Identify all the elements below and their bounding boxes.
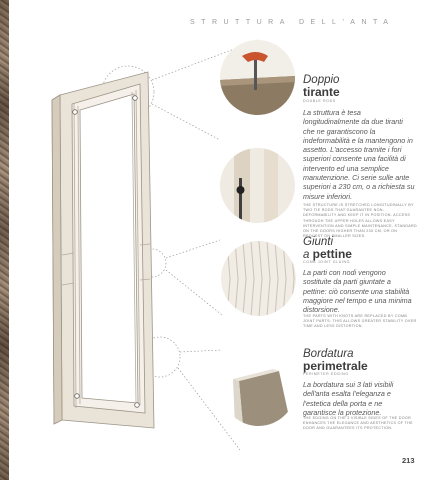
section-body: La struttura è tesa longitudinalmente da due tiranti che ne garantiscono la indeformabilità e la mantengono in assetto. L'accesso tramite i fori superiori consente una facilità di intervento ed una semplice manutenzione. Ci serie sulle ante superiori a 230 cm, o a richiesta su misure inferiori. xyxy=(303,108,415,201)
section-title-prefix: a xyxy=(303,249,310,261)
section-title-italic: Bordatura xyxy=(303,348,354,360)
section-title-comb-joint xyxy=(303,236,352,261)
section-title-double-rods xyxy=(303,74,340,98)
perimeter-edging-photo xyxy=(221,351,296,426)
section-title-bold: perimetrale xyxy=(303,359,368,373)
page-header: STRUTTURA DELL'ANTA xyxy=(190,19,395,26)
section-title-bold: tirante xyxy=(303,85,340,99)
section-title-italic: Giunti xyxy=(303,236,334,248)
section-subtitle: COMB JOINT GLUING xyxy=(303,260,351,264)
section-body: La bordatura sui 3 lati visibili dell'anta esalta l'eleganza e l'estetica della porta e ne garantisce la protezione. xyxy=(303,380,394,417)
section-body-english: THE PARTS WITH KNOTS ARE REPLACED BY COMB JOINT PARTS: THIS ALLOWS GREATER STABILITY OVER TIME AND LESS DISTORTION. xyxy=(303,314,417,329)
section-body: La parti con nodi vengono sostituite da parti giuntate a pettine: ciò consente una stabilità maggiore nel tempo e una minima distorsione. xyxy=(303,268,412,315)
comb-joint-photo xyxy=(221,241,296,316)
tie-rod-wrench-photo xyxy=(220,40,295,115)
section-subtitle: DOUBLE RODS xyxy=(303,99,336,103)
section-subtitle: PERIMETER EDGING xyxy=(303,372,349,376)
section-title-perimeter-edging xyxy=(303,348,368,372)
section-body-english: THE STRUCTURE IS STRETCHED LONGITUDINALLY BY TWO TIE RODS THAT GUARANTEE NON-DEFORMABILITY AND KEEP IT IN POSITION. ACCESS THROUGH THE UPPER HOLES ALLOWS EASY INTERVENTION AND SIMPLE MAINTENANCE. STANDARD ON THE DOORS HIGHER THAN 230 CM, OR ON REQUEST ON SMALLER SIZES. xyxy=(303,203,417,239)
section-title-bold: pettine xyxy=(312,247,352,261)
tie-rod-detail-photo xyxy=(220,148,295,223)
page-number: 213 xyxy=(402,456,415,465)
section-title-italic: Doppio xyxy=(303,74,340,86)
section-body-english: THE EDGING ON THE 3 VISIBLE SIDES OF THE DOOR ENHANCES THE ELEGANCE AND AESTHETICS OF THE DOOR AND GUARANTEES ITS PROTECTION. xyxy=(303,416,413,431)
